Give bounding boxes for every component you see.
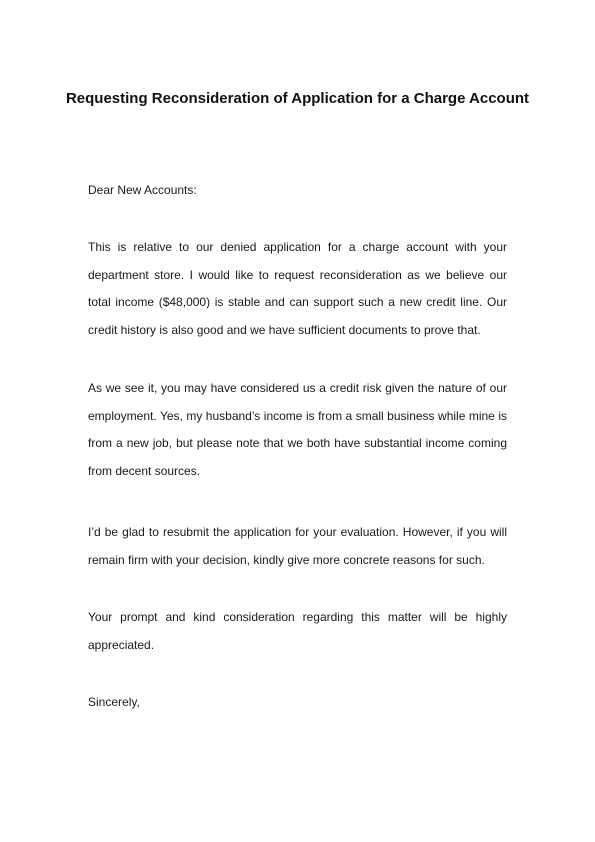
letter-closing: Sincerely, [88,695,140,709]
body-paragraph-1: This is relative to our denied application for a charge account with your department store. I would like to request reconsideration as we believe our total income ($48,000) is stable and can support such a new credit line. Our credit history is also good and we have sufficient documents to prove that. [88,240,507,338]
body-paragraph-2: As we see it, you may have considered us a credit risk given the nature of our employment. Yes, my husband’s income is from a small business while mine is from a new job, but please note that we both have substantial income coming from decent sources. [88,381,507,479]
body-paragraph-3: I’d be glad to resubmit the application for your evaluation. However, if you will remain firm with your decision, kindly give more concrete reasons for such. [88,525,507,567]
letter-title: Requesting Reconsideration of Application for a Charge Account [65,90,530,107]
body-paragraph-4: Your prompt and kind consideration regarding this matter will be highly appreciated. [88,610,507,652]
letter-salutation: Dear New Accounts: [88,183,197,197]
